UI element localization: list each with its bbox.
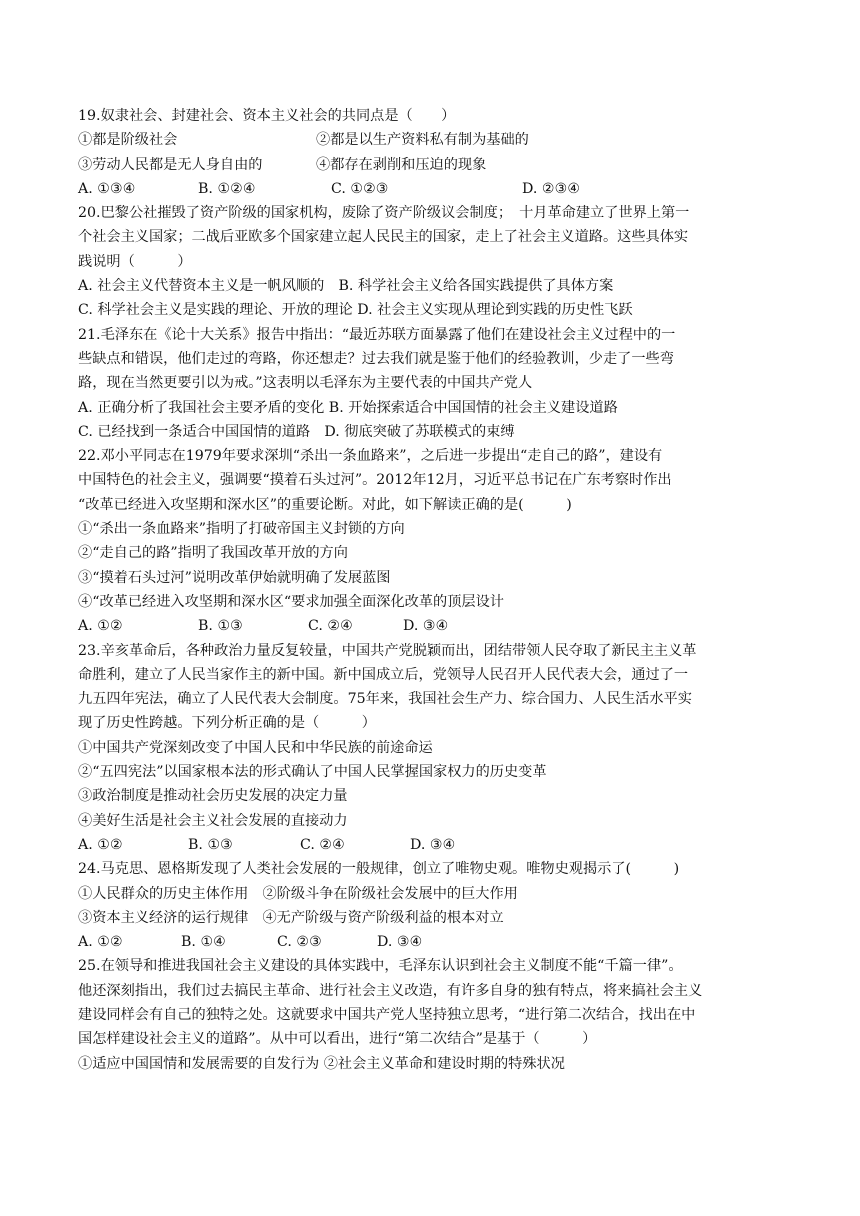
option-b: B. ①②④ (198, 180, 256, 197)
question-stem: 19.奴隶社会、封建社会、资本主义社会的共同点是（ ） (78, 108, 456, 124)
question-25 (78, 954, 790, 1075)
statement: ②都是以生产资料私有制为基础的 (316, 132, 529, 149)
option-a: A. ①② (78, 618, 123, 635)
option-a: A. ①② (78, 934, 123, 951)
question-stem: 九五四年宪法，确立了人民代表大会制度。75年来，我国社会生产力、综合国力、人民生活水平实 (78, 691, 692, 708)
option-a: A. ①② (78, 836, 123, 853)
options-line: C. 科学社会主义是实践的理论、开放的理论 D. 社会主义实现从理论到实践的历史性飞跃 (78, 302, 633, 319)
statement-row (78, 128, 790, 152)
question-stem: 他还深刻指出，我们过去搞民主革命、进行社会主义改造，有许多自身的独有特点，将来搞社会主义 (78, 982, 703, 999)
option-c: C. ②③ (277, 934, 322, 951)
question-stem: “改革已经进入攻坚期和深水区”的重要论断。对此，如下解读正确的是( ) (78, 496, 572, 513)
question-stem: 23.辛亥革命后，各种政治力量反复较量，中国共产党脱颖而出，团结带领人民夺取了新民主主义革 (78, 642, 697, 659)
options-row (78, 930, 790, 954)
option-c: C. ②④ (300, 836, 345, 853)
question-stem: 20.巴黎公社摧毁了资产阶级的国家机构，废除了资产阶级议会制度； 十月革命建立了世界上第一 (78, 205, 690, 222)
question-stem: 中国特色的社会主义，强调要“摸着石头过河”。2012年12月，习近平总书记在广东考察时作出 (78, 472, 672, 489)
question-stem: 现了历史性跨越。下列分析正确的是（ ） (78, 715, 376, 732)
option-d: D. ②③④ (522, 180, 581, 197)
question-22 (78, 444, 790, 638)
question-stem: 21.毛泽东在《论十大关系》报告中指出：“最近苏联方面暴露了他们在建设社会主义过程中的一 (78, 326, 676, 343)
question-21 (78, 323, 790, 444)
options-line: C. 已经找到一条适合中国国情的道路 D. 彻底突破了苏联模式的束缚 (78, 423, 515, 440)
options-line: A. 正确分析了我国社会主要矛盾的变化 B. 开始探索适合中国国情的社会主义建设道路 (78, 399, 618, 416)
options-row (78, 833, 790, 857)
statement: ①“杀出一条血路来”指明了打破帝国主义封锁的方向 (78, 521, 405, 538)
statement: ③资本主义经济的运行规律 ④无产阶级与资产阶级利益的根本对立 (78, 909, 504, 926)
question-23 (78, 639, 790, 858)
option-b: B. ①③ (198, 618, 243, 635)
statement: ③劳动人民都是无人身自由的 (78, 156, 263, 173)
statement: ①人民群众的历史主体作用 ②阶级斗争在阶级社会发展中的巨大作用 (78, 885, 518, 902)
option-c: C. ①②③ (331, 180, 389, 197)
question-24 (78, 857, 790, 954)
exam-page (78, 104, 790, 1076)
statement: ④“改革已经进入攻坚期和深水区“要求加强全面深化改革的顶层设计 (78, 593, 504, 610)
statement: ③政治制度是推动社会历史发展的决定力量 (78, 788, 348, 805)
option-d: D. ③④ (403, 618, 449, 635)
option-b: B. ①③ (188, 836, 233, 853)
question-stem: 建设同样会有自己的独特之处。这就要求中国共产党人坚持独立思考，“进行第二次结合，找出在中 (78, 1006, 696, 1023)
statement: ①适应中国国情和发展需要的自发行为 ②社会主义革命和建设时期的特殊状况 (78, 1055, 565, 1072)
question-stem: 24.马克思、恩格斯发现了人类社会发展的一般规律，创立了唯物史观。唯物史观揭示了( ) (78, 861, 680, 878)
question-stem: 路，现在当然更要引以为戒。”这表明以毛泽东为主要代表的中国共产党人 (78, 375, 533, 392)
option-c: C. ②④ (308, 618, 353, 635)
question-stem: 国怎样建设社会主义的道路”。从中可以看出，进行“第二次结合”是基于（ ） (78, 1031, 597, 1048)
option-a: A. ①③④ (78, 180, 136, 197)
question-stem: 些缺点和错误，他们走过的弯路，你还想走？过去我们就是鉴于他们的经验教训，少走了一些弯 (78, 350, 674, 367)
option-d: D. ③④ (377, 934, 423, 951)
option-b: B. ①④ (181, 934, 226, 951)
question-stem: 命胜利，建立了人民当家作主的新中国。新中国成立后，党领导人民召开人民代表大会，通过了一 (78, 666, 689, 683)
question-stem: 践说明（ ） (78, 253, 192, 270)
statement: ②“走自己的路”指明了我国改革开放的方向 (78, 545, 348, 562)
options-row (78, 177, 790, 201)
question-stem: 个社会主义国家；二战后亚欧多个国家建立起人民民主的国家，走上了社会主义道路。这些具体实 (78, 229, 689, 246)
statement: ④都存在剥削和压迫的现象 (316, 156, 487, 173)
statement-row (78, 153, 790, 177)
statement: ④美好生活是社会主义社会发展的直接动力 (78, 812, 348, 829)
options-line: A. 社会主义代替资本主义是一帆风顺的 B. 科学社会主义给各国实践提供了具体方案 (78, 278, 614, 295)
statement: ①中国共产党深刻改变了中国人民和中华民族的前途命运 (78, 739, 433, 756)
question-stem: 22.邓小平同志在1979年要求深圳“杀出一条血路来”，之后进一步提出“走自己的路”，建设有 (78, 448, 663, 465)
options-row (78, 614, 790, 638)
question-19 (78, 104, 790, 201)
statement: ②“五四宪法”以国家根本法的形式确认了中国人民掌握国家权力的历史变革 (78, 764, 547, 781)
question-20 (78, 201, 790, 322)
question-stem: 25.在领导和推进我国社会主义建设的具体实践中，毛泽东认识到社会主义制度不能“千篇一律”。 (78, 958, 683, 975)
option-d: D. ③④ (410, 836, 456, 853)
statement: ①都是阶级社会 (78, 132, 178, 149)
statement: ③“摸着石头过河”说明改革伊始就明确了发展蓝图 (78, 569, 391, 586)
